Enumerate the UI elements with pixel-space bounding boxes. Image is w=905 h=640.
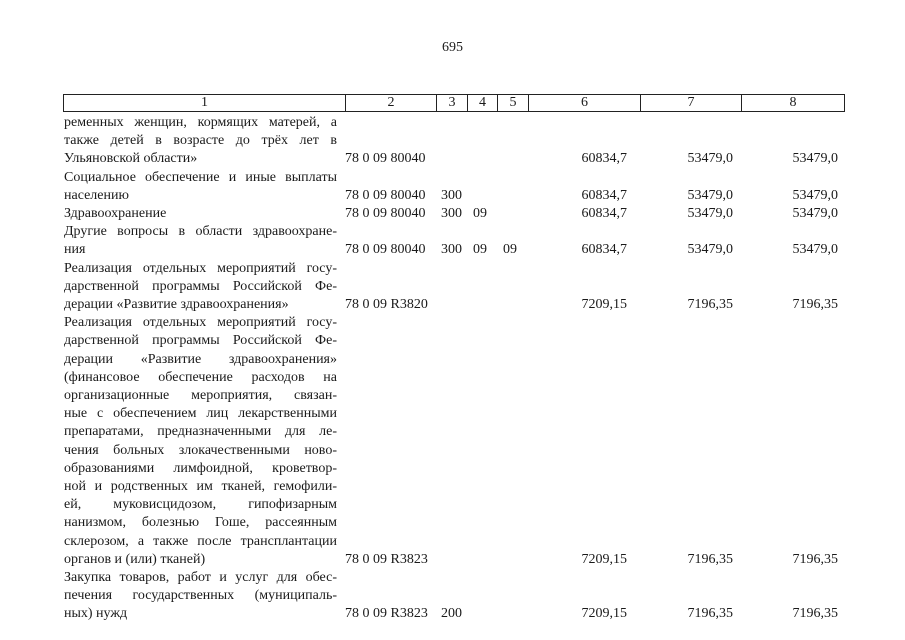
row-col-3: 300 bbox=[441, 206, 462, 222]
row-col-3: 200 bbox=[441, 606, 462, 622]
row-amount-8: 53479,0 bbox=[792, 242, 838, 258]
row-description bbox=[64, 260, 337, 315]
header-col-1: 1 bbox=[64, 95, 346, 111]
table-header bbox=[63, 94, 845, 112]
header-col-2: 2 bbox=[346, 95, 437, 111]
row-amount-8: 7196,35 bbox=[792, 551, 838, 567]
description-line: Ульяновской области» bbox=[64, 151, 198, 167]
description-line: органов и (или) тканей) bbox=[64, 551, 206, 567]
table-row bbox=[0, 314, 905, 569]
table-row bbox=[0, 205, 905, 223]
description-line: ременных женщин, кормящих матерей, а bbox=[64, 115, 337, 130]
row-amount-8: 53479,0 bbox=[792, 151, 838, 167]
row-amount-6: 7209,15 bbox=[581, 606, 627, 622]
row-amount-7: 53479,0 bbox=[687, 151, 733, 167]
description-line: дарственной программы Российской Фе- bbox=[64, 333, 337, 349]
row-amount-8: 7196,35 bbox=[792, 297, 838, 313]
row-description bbox=[64, 223, 337, 259]
row-code: 78 0 09 R3823 bbox=[345, 606, 428, 622]
row-amount-6: 60834,7 bbox=[581, 206, 627, 222]
row-amount-6: 7209,15 bbox=[581, 297, 627, 313]
description-line: Закупка товаров, работ и услуг для обес- bbox=[64, 570, 337, 586]
table-row bbox=[0, 114, 905, 169]
row-code: 78 0 09 R3823 bbox=[345, 551, 428, 567]
description-line: ные с обеспечением лиц лекарственными bbox=[64, 406, 337, 422]
description-line: чения больных злокачественными ново- bbox=[64, 442, 337, 458]
row-amount-8: 7196,35 bbox=[792, 606, 838, 622]
header-col-8: 8 bbox=[789, 95, 797, 110]
description-line: (финансовое обеспечение расходов на bbox=[64, 369, 337, 385]
header-col-6: 6 bbox=[529, 95, 641, 111]
description-line: ных) нужд bbox=[64, 606, 128, 622]
row-description bbox=[64, 205, 337, 223]
row-amount-7: 53479,0 bbox=[687, 242, 733, 258]
description-line: дерации «Развитие здравоохранения» bbox=[64, 297, 289, 313]
row-amount-7: 53479,0 bbox=[687, 206, 733, 222]
row-amount-6: 60834,7 bbox=[581, 242, 627, 258]
row-amount-7: 7196,35 bbox=[687, 551, 733, 567]
description-line: ной и родственных им тканей, гемофили- bbox=[64, 479, 337, 495]
header-col-4: 4 bbox=[468, 95, 498, 111]
description-line: Социальное обеспечение и иные выплаты bbox=[64, 169, 337, 185]
description-line: также детей в возрасте до трёх лет в bbox=[64, 133, 337, 149]
description-line: Реализация отдельных мероприятий госу- bbox=[64, 260, 337, 276]
row-amount-6: 60834,7 bbox=[581, 187, 627, 203]
page-number: 695 bbox=[442, 40, 463, 55]
table-row bbox=[0, 223, 905, 259]
table-row bbox=[0, 169, 905, 205]
row-amount-7: 7196,35 bbox=[687, 606, 733, 622]
description-line: препаратами, предназначенными для ле- bbox=[64, 424, 337, 440]
description-line: склерозом, а также после трансплантации bbox=[64, 533, 337, 549]
row-code: 78 0 09 80040 bbox=[345, 242, 426, 258]
header-col-3: 3 bbox=[437, 95, 468, 111]
description-line: дарственной программы Российской Фе- bbox=[64, 278, 337, 294]
row-amount-6: 7209,15 bbox=[581, 551, 627, 567]
row-amount-8: 53479,0 bbox=[792, 187, 838, 203]
header-col-7: 7 bbox=[641, 95, 742, 111]
description-line: ей, муковисцидозом, гипофизарным bbox=[64, 497, 337, 513]
description-line: организационные мероприятия, связан- bbox=[64, 388, 337, 404]
row-amount-8: 53479,0 bbox=[792, 206, 838, 222]
row-description bbox=[64, 169, 337, 205]
row-code: 78 0 09 80040 bbox=[345, 187, 426, 203]
header-col-5: 5 bbox=[498, 95, 529, 111]
description-line: Реализация отдельных мероприятий госу- bbox=[64, 315, 337, 331]
row-col-4: 09 bbox=[473, 242, 487, 258]
description-line: населению bbox=[64, 187, 129, 203]
row-amount-7: 53479,0 bbox=[687, 187, 733, 203]
row-amount-7: 7196,35 bbox=[687, 297, 733, 313]
row-code: 78 0 09 R3820 bbox=[345, 297, 428, 313]
table-row bbox=[0, 260, 905, 315]
description-line: печения государственных (муниципаль- bbox=[64, 588, 337, 604]
description-line: образованиями лимфоидной, кроветвор- bbox=[64, 460, 337, 476]
table-body bbox=[0, 114, 905, 624]
description-line: ния bbox=[64, 242, 86, 258]
row-description bbox=[64, 314, 337, 569]
description-line: Другие вопросы в области здравоохране- bbox=[64, 224, 337, 240]
row-col-5: 09 bbox=[503, 242, 517, 258]
description-line: нанизмом, болезнью Гоше, рассеянным bbox=[64, 515, 337, 531]
description-line: дерации «Развитие здравоохранения» bbox=[64, 351, 337, 367]
row-col-4: 09 bbox=[473, 206, 487, 222]
row-col-3: 300 bbox=[441, 242, 462, 258]
row-code: 78 0 09 80040 bbox=[345, 206, 426, 222]
row-col-3: 300 bbox=[441, 187, 462, 203]
row-description bbox=[64, 114, 337, 169]
row-code: 78 0 09 80040 bbox=[345, 151, 426, 167]
description-line: Здравоохранение bbox=[64, 206, 167, 222]
row-amount-6: 60834,7 bbox=[581, 151, 627, 167]
table-row bbox=[0, 569, 905, 624]
row-description bbox=[64, 569, 337, 624]
